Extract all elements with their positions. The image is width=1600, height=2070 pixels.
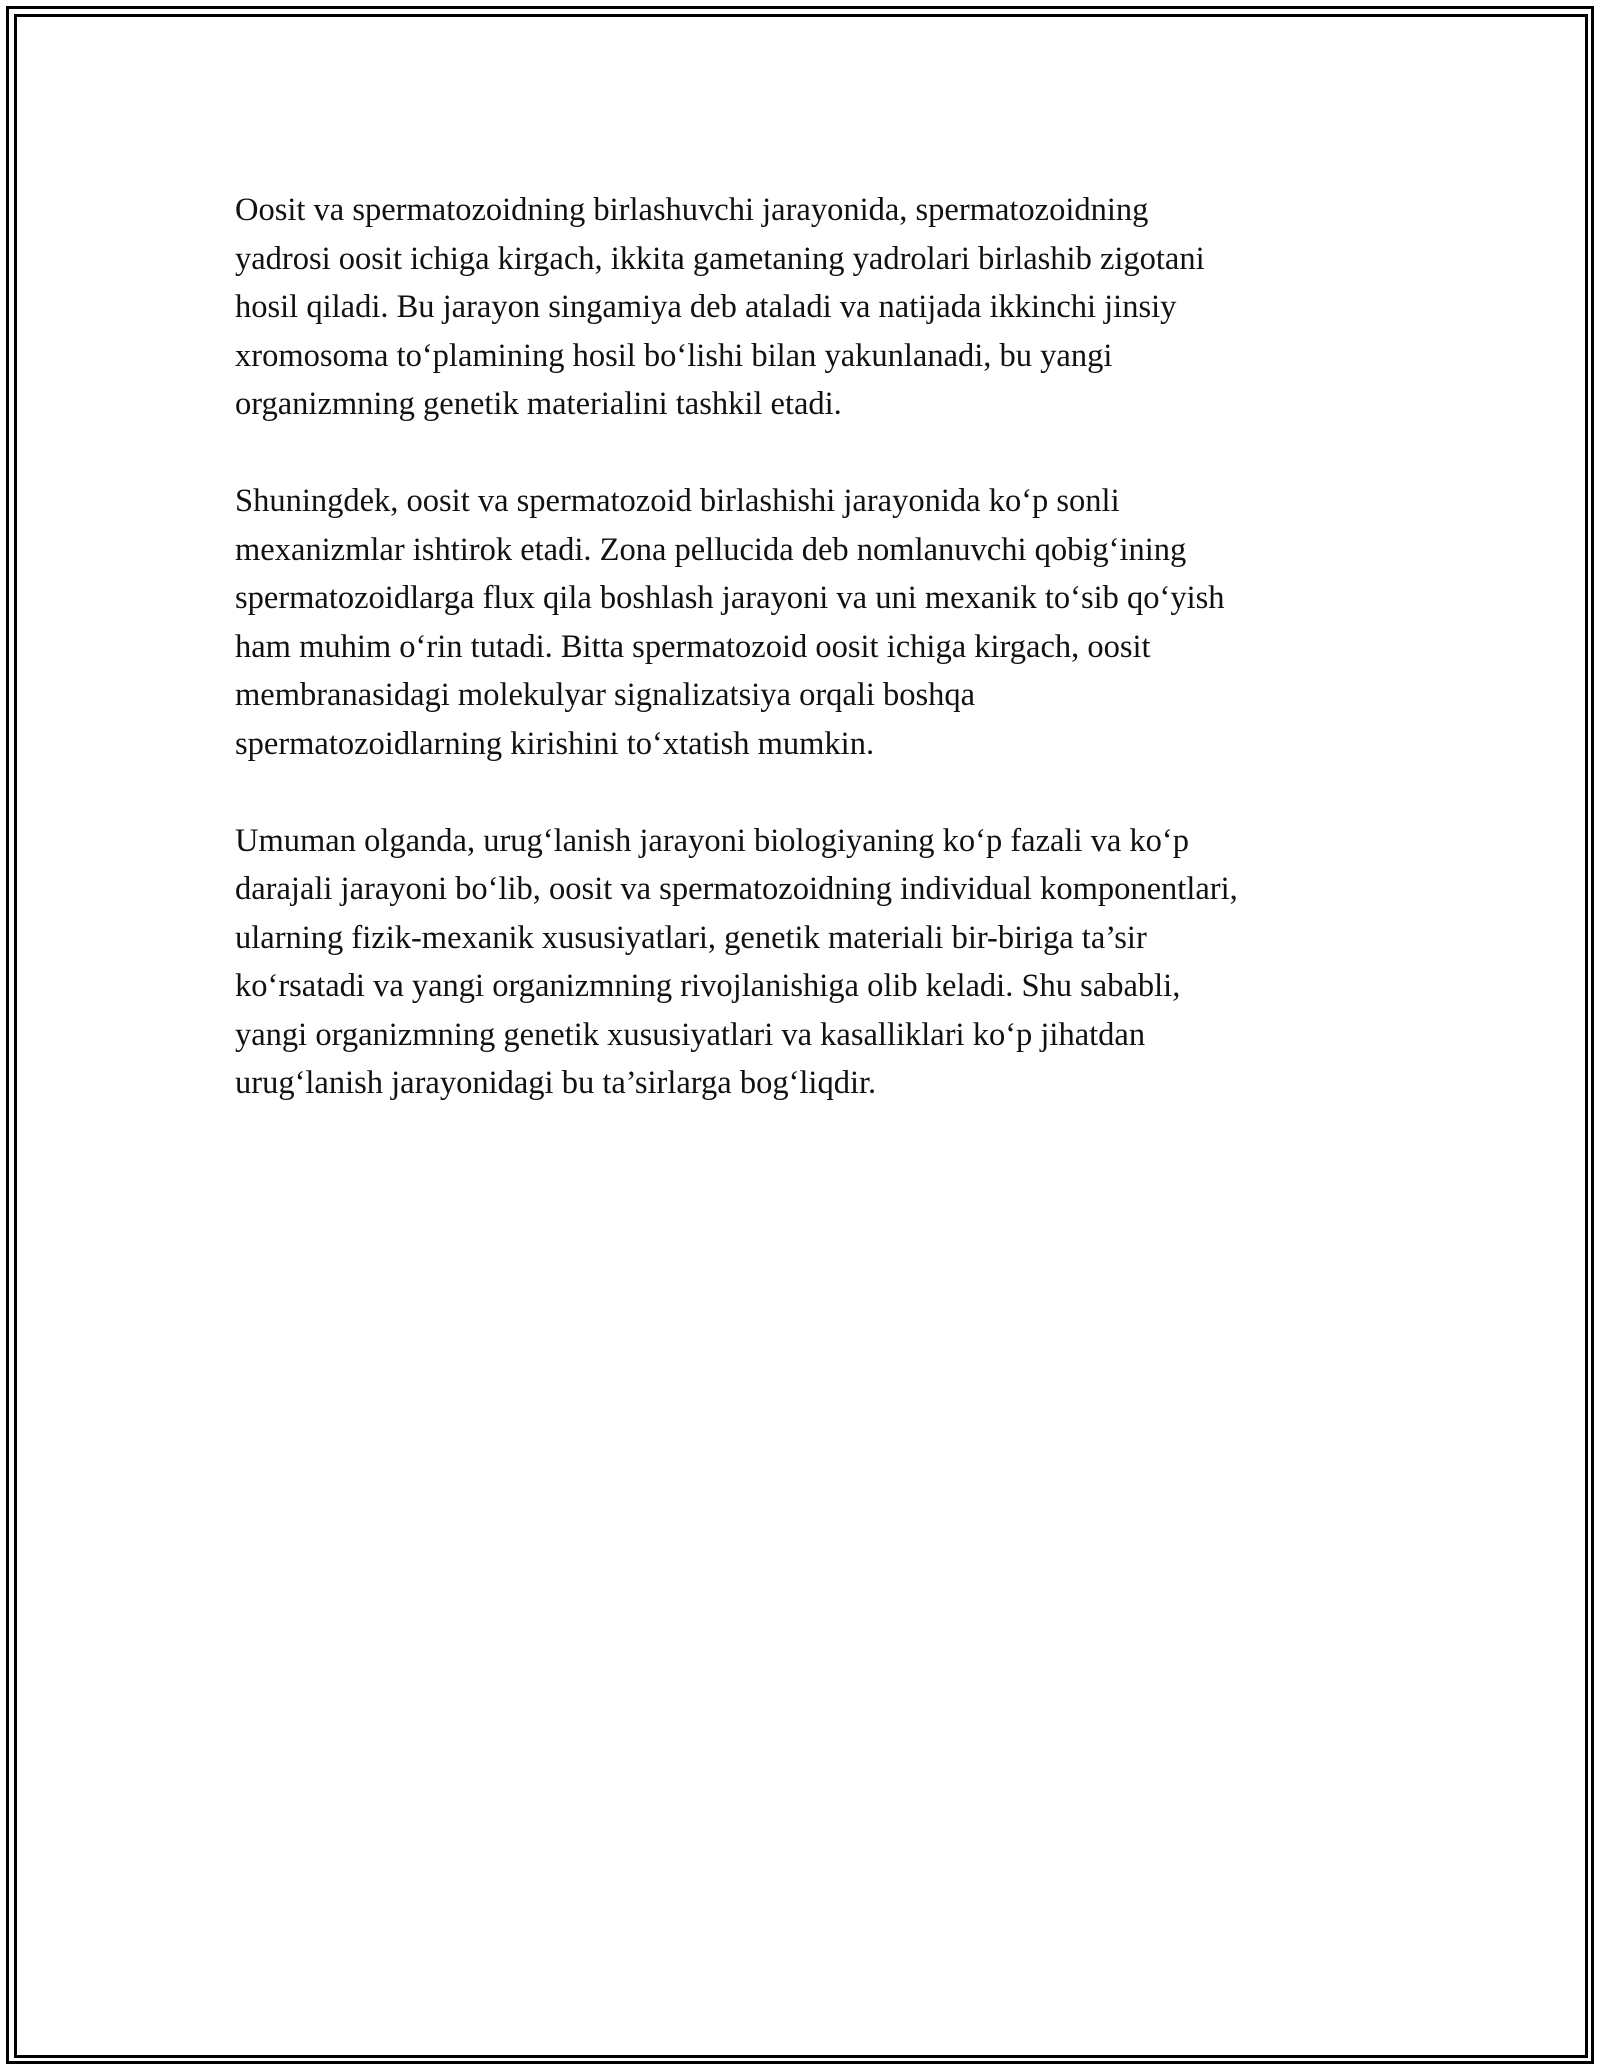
paragraph-2: Shuningdek, oosit va spermatozoid birlashishi jarayonida ko‘p sonli mexanizmlar ishtirok etadi. Zona pellucida deb nomlanuvchi qobig‘ining spermatozoidlarga flux qila boshlash jarayoni va uni mexanik to‘sib qo‘yish ham muhim o‘rin tutadi. Bitta spermatozoid oosit ichiga kirgach, oosit membranasidagi molekulyar signalizatsiya orqali boshqa spermatozoidlarning kirishini to‘xtatish mumkin. bbox=[235, 483, 1225, 762]
document-body bbox=[235, 186, 1375, 1156]
paragraph-3: Umuman olganda, urug‘lanish jarayoni biologiyaning ko‘p fazali va ko‘p darajali jarayoni bo‘lib, oosit va spermatozoidning individual komponentlari, ularning fizik-mexanik xususiyatlari, genetik materiali bir-biriga ta’sir ko‘rsatadi va yangi organizmning rivojlanishiga olib keladi. Shu sababli, yangi organizmning genetik xususiyatlari va kasalliklari ko‘p jihatdan urug‘lanish jarayonidagi bu ta’sirlarga bog‘liqdir. bbox=[235, 822, 1238, 1101]
paragraph-1: Oosit va spermatozoidning birlashuvchi jarayonida, spermatozoidning yadrosi oosit ichiga kirgach, ikkita gametaning yadrolari birlashib zigotani hosil qiladi. Bu jarayon singamiya deb ataladi va natijada ikkinchi jinsiy xromosoma to‘plamining hosil bo‘lishi bilan yakunlanadi, bu yangi organizmning genetik materialini tashkil etadi. bbox=[235, 192, 1205, 422]
